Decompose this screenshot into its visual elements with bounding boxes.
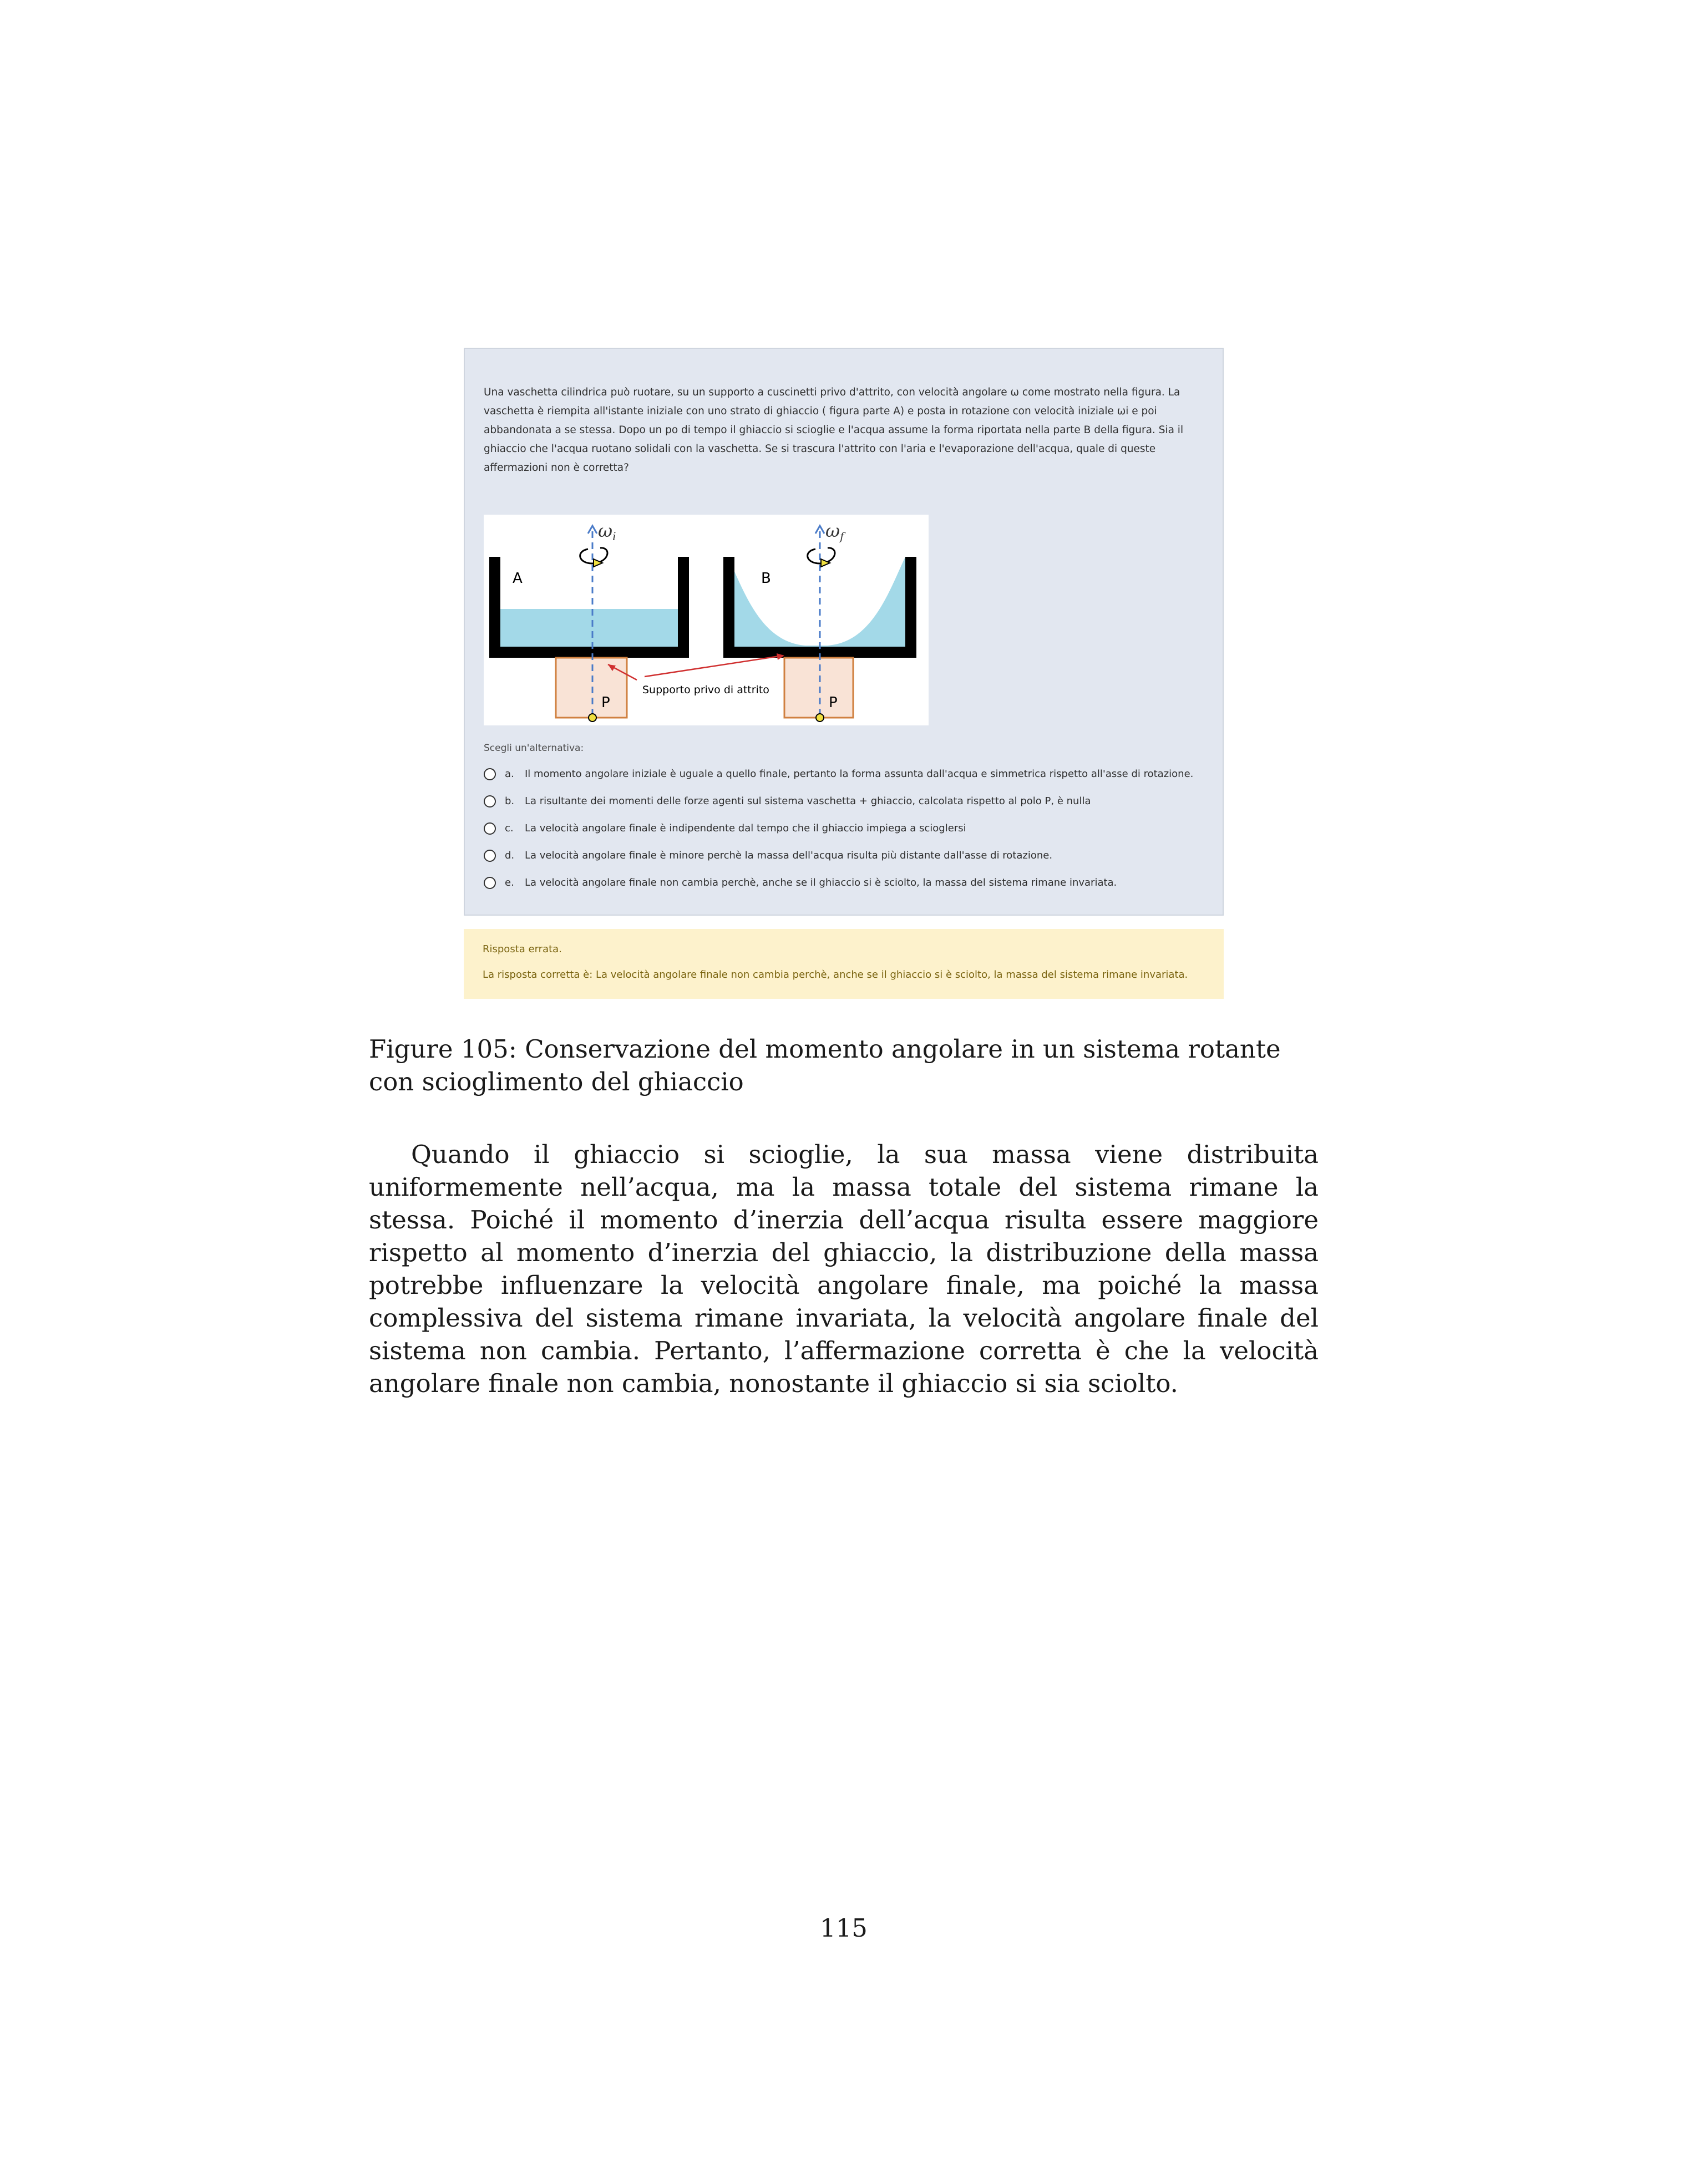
option-a[interactable]: [484, 766, 1205, 783]
label-b: B: [761, 570, 771, 587]
rotation-arrowhead-right: [821, 559, 830, 567]
radio-c[interactable]: [484, 822, 496, 835]
option-e-text: La velocità angolare finale non cambia perchè, anche se il ghiaccio si è sciolto, la massa del sistema rimane invariata.: [525, 877, 1117, 888]
tank-b-water: [728, 557, 905, 647]
option-a-letter: a.: [505, 768, 514, 780]
option-c-letter: c.: [505, 822, 514, 834]
option-d[interactable]: [484, 847, 1205, 864]
rotation-arrowhead-left: [594, 559, 602, 567]
pivot-right-label: P: [829, 694, 838, 711]
option-c-text: La velocità angolare finale è indipendente dal tempo che il ghiaccio impiega a scioglersi: [525, 822, 966, 834]
omega-i-label: ωi: [598, 520, 616, 543]
quiz-card: [464, 348, 1224, 916]
option-c[interactable]: [484, 820, 1205, 837]
page-number: 115: [820, 1913, 868, 1943]
option-d-text: La velocità angolare finale è minore perchè la massa dell'acqua risulta più distante dall'asse di rotazione.: [525, 850, 1053, 861]
pivot-left-point: [589, 714, 596, 722]
option-b[interactable]: [484, 793, 1205, 810]
pivot-right-point: [816, 714, 824, 722]
physics-figure: [484, 515, 929, 725]
support-left: [556, 658, 627, 718]
radio-b[interactable]: [484, 795, 496, 807]
omega-f-label: ωf: [825, 520, 844, 543]
tank-a-water: [500, 609, 678, 647]
support-label: Supporto privo di attrito: [642, 684, 769, 696]
radio-a[interactable]: [484, 768, 496, 780]
support-arrow-right: [645, 656, 783, 677]
figure-caption: Figure 105: Conservazione del momento angolare in un sistema rotante con scioglimento del ghiaccio: [369, 1034, 1281, 1096]
option-b-text: La risultante dei momenti delle forze agenti sul sistema vaschetta + ghiaccio, calcolata rispetto al polo P, è nulla: [525, 795, 1091, 807]
option-e-letter: e.: [505, 877, 514, 888]
option-b-letter: b.: [505, 795, 515, 807]
tank-diagram: [484, 515, 929, 725]
option-e[interactable]: [484, 875, 1205, 891]
feedback-box: [464, 929, 1224, 999]
pivot-left-label: P: [601, 694, 610, 711]
body-paragraph: Quando il ghiaccio si scioglie, la sua massa viene distribuita uniformemente nell’acqua, ma la massa totale del sistema rimane la stessa. Poiché il momento d’inerzia dell’acqua risulta essere maggiore rispetto al momento d’inerzia del ghiaccio, la distribuzione della massa potrebbe influenzare la velocità angolare finale, ma poiché la massa complessiva del sistema rimane invariata, la velocità angolare finale del sistema non cambia. Pertanto, l’affermazione corretta è che la velocità angolare finale non cambia, nonostante il ghiaccio si sia sciolto.: [369, 1140, 1319, 1398]
radio-d[interactable]: [484, 850, 496, 862]
option-a-text: Il momento angolare iniziale è uguale a quello finale, pertanto la forma assunta dall'acqua e simmetrica rispetto all'asse di rotazione.: [525, 768, 1194, 780]
feedback-wrong: Risposta errata.: [483, 943, 562, 955]
label-a: A: [513, 570, 523, 587]
feedback-correct-answer: La risposta corretta è: La velocità angolare finale non cambia perchè, anche se il ghiaccio si è sciolto, la massa del sistema rimane invariata.: [483, 969, 1188, 981]
choose-label: Scegli un'alternativa:: [484, 743, 584, 754]
option-d-letter: d.: [505, 850, 515, 861]
question-text: Una vaschetta cilindrica può ruotare, su un supporto a cuscinetti privo d'attrito, con velocità angolare ω come mostrato nella figura. La vaschetta è riempita all'istante iniziale con uno strato di ghiaccio ( figura parte A) e posta in rotazione con velocità iniziale ωi e poi abbandonata a se stessa. Dopo un po di tempo il ghiaccio si scioglie e l'acqua assume la forma riportata nella parte B della figura. Sia il ghiaccio che l'acqua ruotano solidali con la vaschetta. Se si trascura l'attrito con l'aria e l'evaporazione dell'acqua, quale di queste affermazioni non è corretta?: [484, 387, 1184, 474]
radio-e[interactable]: [484, 877, 496, 889]
support-right: [784, 658, 853, 718]
